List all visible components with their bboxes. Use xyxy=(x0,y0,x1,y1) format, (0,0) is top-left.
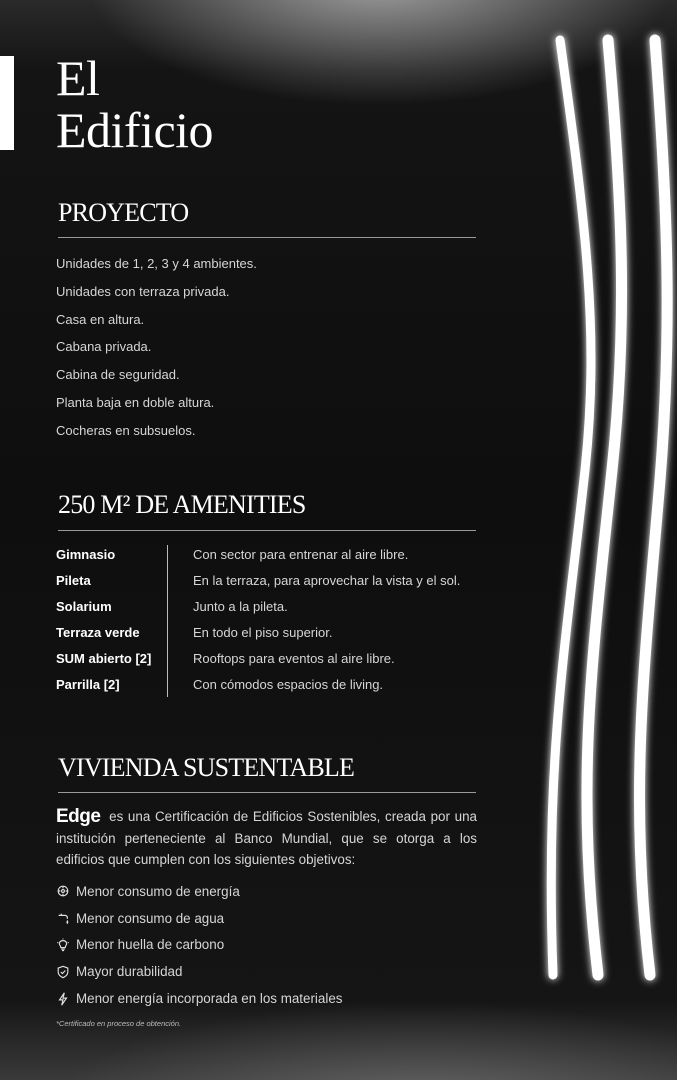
list-item: Cabana privada. xyxy=(56,339,152,355)
list-item: Planta baja en doble altura. xyxy=(56,394,215,410)
list-item xyxy=(56,932,342,959)
edge-paragraph-text: es una Certificación de Edificios Sostenibles, creada por una institución perteneciente al Banco Mundial, que se otorga a los edificios que cumplen con los siguientes objetivos: xyxy=(56,809,477,867)
list-item xyxy=(56,958,342,985)
table-row xyxy=(56,671,476,697)
amenities-table xyxy=(56,541,476,697)
list-item xyxy=(56,905,342,932)
table-row xyxy=(56,619,476,645)
objective-label: Menor consumo de energía xyxy=(76,883,240,899)
certification-footnote: *Certificado en proceso de obtención. xyxy=(56,1019,182,1028)
page-title-line-2: Edificio xyxy=(56,102,214,158)
left-accent-tab xyxy=(0,56,14,150)
amenity-name: Gimnasio xyxy=(56,546,116,562)
table-row xyxy=(56,541,476,567)
list-item: Cocheras en subsuelos. xyxy=(56,422,196,438)
table-row xyxy=(56,593,476,619)
amenity-name: Pileta xyxy=(56,572,91,588)
list-item: Casa en altura. xyxy=(56,311,145,327)
list-item xyxy=(56,878,342,905)
list-item xyxy=(56,985,342,1012)
energy-icon xyxy=(56,884,70,898)
vivienda-heading: VIVIENDA SUSTENTABLE xyxy=(58,753,355,782)
amenity-description: Junto a la pileta. xyxy=(193,598,288,614)
list-item: Cabina de seguridad. xyxy=(56,367,180,383)
page-title-line-1: El xyxy=(56,50,100,106)
durability-icon xyxy=(56,965,70,979)
amenity-description: Con sector para entrenar al aire libre. xyxy=(193,546,409,562)
proyecto-rule xyxy=(58,237,476,238)
objective-label: Menor huella de carbono xyxy=(76,937,225,953)
list-item: Unidades con terraza privada. xyxy=(56,283,230,299)
edge-logo: Edge xyxy=(56,806,101,827)
amenity-name: Solarium xyxy=(56,598,112,614)
amenity-description: En la terraza, para aprovechar la vista y el sol. xyxy=(193,572,461,588)
amenity-description: Rooftops para eventos al aire libre. xyxy=(193,650,395,666)
table-row xyxy=(56,645,476,671)
amenities-rule xyxy=(58,530,476,531)
list-item: Unidades de 1, 2, 3 y 4 ambientes. xyxy=(56,256,257,271)
objective-label: Menor energía incorporada en los materiales xyxy=(76,991,343,1007)
vivienda-rule xyxy=(58,792,476,793)
amenity-name: SUM abierto [2] xyxy=(56,650,152,666)
proyecto-heading: PROYECTO xyxy=(58,198,189,227)
objectives-list xyxy=(56,878,342,1012)
amenity-description: En todo el piso superior. xyxy=(193,624,333,640)
amenities-heading: 250 M² DE AMENITIES xyxy=(58,490,306,519)
lightbulb-icon xyxy=(56,938,70,952)
amenity-name: Terraza verde xyxy=(56,624,140,640)
amenity-name: Parrilla [2] xyxy=(56,676,120,692)
table-row xyxy=(56,567,476,593)
proyecto-list xyxy=(56,250,257,445)
objective-label: Menor consumo de agua xyxy=(76,910,225,926)
edge-description xyxy=(56,806,477,871)
objective-label: Mayor durabilidad xyxy=(76,964,183,980)
water-tap-icon xyxy=(56,911,70,925)
page-title xyxy=(56,52,213,156)
amenity-description: Con cómodos espacios de living. xyxy=(193,676,384,692)
lightning-icon xyxy=(56,992,70,1006)
